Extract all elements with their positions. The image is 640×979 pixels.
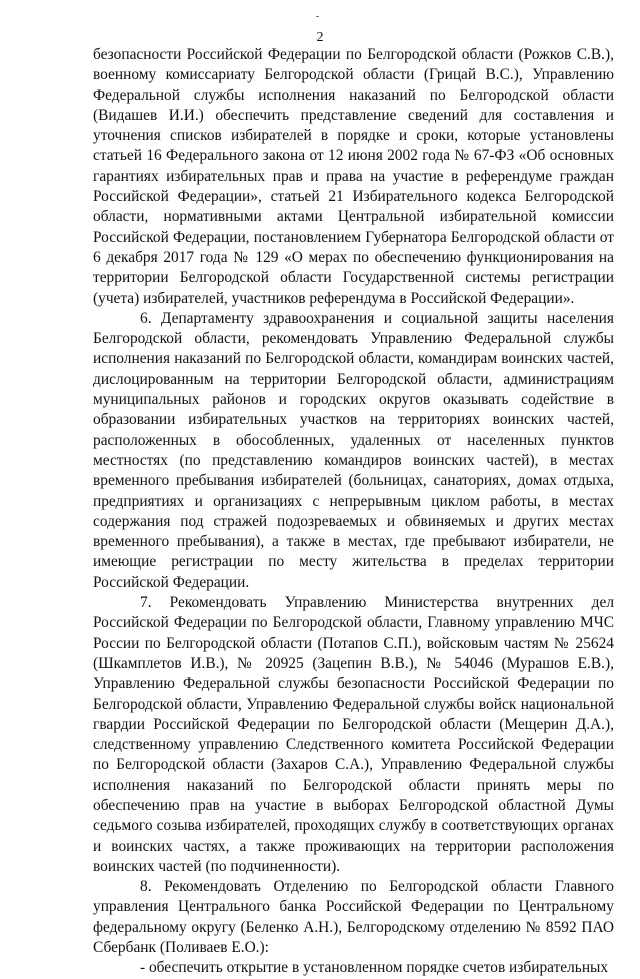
scan-mark <box>316 16 319 17</box>
paragraph-item-7: 7. Рекомендовать Управлению Министерства внутренних дел Российской Федерации по Белгородской области, Главному управлению МЧС России по Белгородской области (Потапов С.П.), войсковым частям № 25624 (Шкамплетов И.В.), № 20925 (Зацепин В.В.), № 54046 (Мурашов Е.В.), Управлению Федеральной службы безопасности Российской Федерации по Белгородской области, Управлению Федеральной службы войск национальной гвардии Российской Федерации по Белгородской области (Мещерин Д.А.), следственному управлению Следственного комитета Российской Федерации по Белгородской области (Захаров С.А.), Управлению Федеральной службы исполнения наказаний по Белгородской области принять меры по обеспечению прав на участие в выборах Белгородской областной Думы седьмого созыва избирателей, проходящих службу в соответствующих органах и воинских частях, а также проживающих на территории расположения воинских частей (по подчиненности). <box>93 594 614 875</box>
paragraph-item-8: 8. Рекомендовать Отделению по Белгородской области Главного управления Центрального банка Российской Федерации по Центральному федеральному округу (Беленко А.Н.), Белгородскому отделению № 8592 ПАО Сбербанк (Поливаев Е.О.): <box>93 878 614 957</box>
document-body <box>93 45 614 979</box>
page-number: 2 <box>316 30 324 45</box>
paragraph-subitem: - обеспечить открытие в установленном порядке счетов избирательных <box>140 959 609 977</box>
paragraph-item-6: 6. Департаменту здравоохранения и социальной защиты населения Белгородской области, рекомендовать Управлению Федеральной службы исполнения наказаний по Белгородской области, командирам воинских частей, дислоцированным на территории Белгородской области, администрациям муниципальных районов и городских округов оказывать содействие в образовании избирательных участков на территориях воинских частей, расположенных в обособленных, удаленных от населенных пунктов местностях (по представлению командиров воинских частей), в местах временного пребывания избирателей (больницах, санаториях, домах отдыха, предприятиях и организациях с непрерывным циклом работы, в местах содержания под стражей подозреваемых и обвиняемых и других местах временного пребывания), а также в местах, где пребывают избиратели, не имеющие регистрации по месту жительства в пределах территории Российской Федерации. <box>93 309 614 591</box>
paragraph-continuation: безопасности Российской Федерации по Белгородской области (Рожков С.В.), военному комиссариату Белгородской области (Грицай В.С.), Управлению Федеральной службы исполнения наказаний по Белгородской области (Видашев И.И.) обеспечить представление сведений для составления и уточнения списков избирателей в порядке и сроки, которые установлены статьей 16 Федерального закона от 12 июня 2002 года № 67-ФЗ «Об основных гарантиях избирательных прав и права на участие в референдуме граждан Российской Федерации», статьей 21 Избирательного кодекса Белгородской области, нормативными актами Центральной избирательной комиссии Российской Федерации, постановлением Губернатора Белгородской области от 6 декабря 2017 года № 129 «О мерах по обеспечению функционирования на территории Белгородской области Государственной системы регистрации (учета) избирателей, участников референдума в Российской Федерации». <box>93 46 614 307</box>
